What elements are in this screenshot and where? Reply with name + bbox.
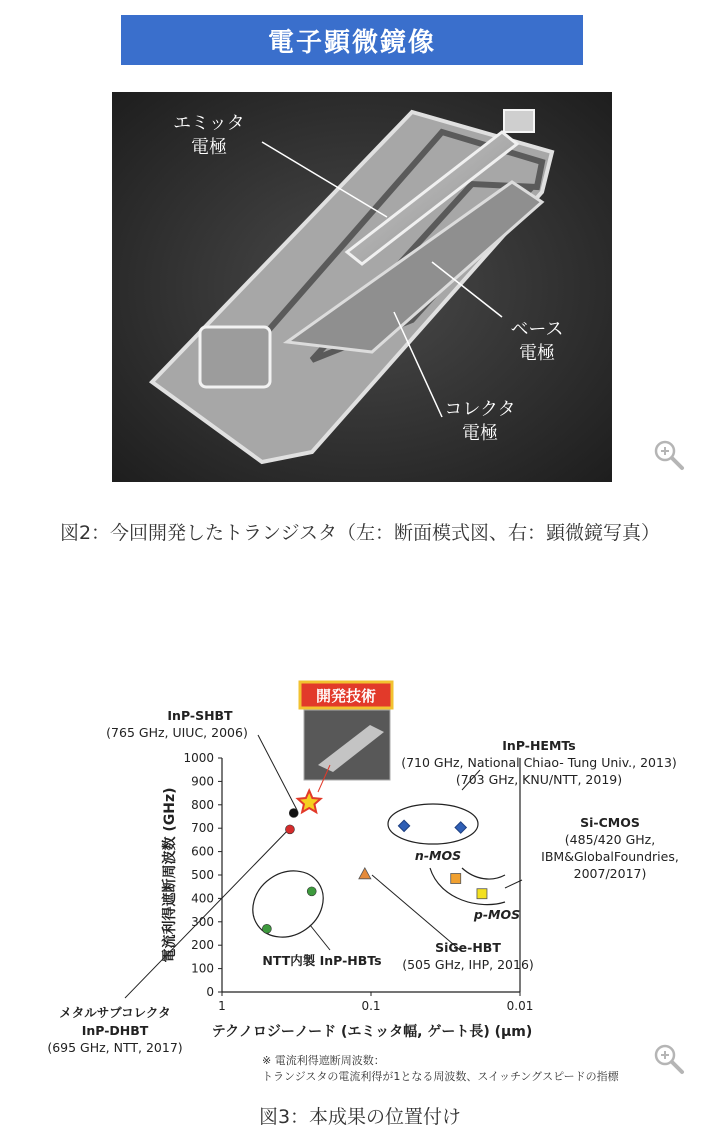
electron-microscope-image <box>112 92 612 482</box>
hemt-detail-2: (703 GHz, KNU/NTT, 2019) <box>455 772 623 787</box>
badge-label: 開発技術 <box>315 687 377 705</box>
x-tick-label: 1 <box>218 999 226 1013</box>
cmos-title: Si-CMOS <box>580 815 640 830</box>
data-point-sige-hbt <box>359 868 371 879</box>
shbt-detail: (765 GHz, UIUC, 2006) <box>106 725 248 740</box>
data-point-inp-shbt <box>289 808 298 817</box>
y-tick-label: 600 <box>191 844 214 859</box>
y-tick-label: 200 <box>191 938 214 953</box>
shbt-title: InP-SHBT <box>167 708 233 723</box>
cmos-detail-3: 2007/2017) <box>573 866 647 881</box>
collector-electrode-label: コレクタ 電極 <box>444 399 516 444</box>
data-point-ntt内製-inp-hbts <box>262 924 271 933</box>
y-tick-label: 300 <box>191 914 214 929</box>
y-tick-label: 0 <box>206 985 214 999</box>
pmos-label: p-MOS <box>473 907 521 922</box>
data-point-ntt内製-inp-hbts <box>307 887 316 896</box>
y-tick-label: 500 <box>191 868 214 882</box>
hbt-group-ellipse <box>240 857 336 950</box>
x-ticks <box>218 992 533 1013</box>
hbt-leader <box>310 925 330 950</box>
dhbt-title-2: InP-DHBT <box>81 1023 149 1038</box>
y-tick-label: 700 <box>191 821 214 836</box>
data-point-inp-hemts <box>455 822 466 833</box>
zoom-in-icon[interactable] <box>652 438 686 472</box>
ntt-hbt-label: NTT内製 InP-HBTs <box>262 953 382 968</box>
y-axis-title: 電流利得遮断周波数 (GHz) <box>162 787 178 963</box>
y-tick-label: 900 <box>191 774 214 789</box>
sige-leader <box>372 875 460 950</box>
positioning-chart <box>0 670 720 1070</box>
data-point-inp-hemts <box>398 820 409 831</box>
figure-banner: 電子顕微鏡像 <box>121 15 583 65</box>
nmos-label: n-MOS <box>414 848 462 863</box>
sige-detail: (505 GHz, IHP, 2016) <box>402 957 534 972</box>
cmos-detail-2: IBM&GlobalFoundries, <box>541 849 679 864</box>
dhbt-title-1: メタルサブコレクタ <box>59 1005 171 1020</box>
figure1-caption: 図2：今回開発したトランジスタ（左：断面模式図、右：顕微鏡写真） <box>59 522 661 544</box>
dhbt-detail: (695 GHz, NTT, 2017) <box>47 1040 183 1055</box>
emitter-electrode-label: エミッタ 電極 <box>173 113 245 158</box>
y-ticks <box>183 751 222 999</box>
hemt-detail-1: (710 GHz, National Chiao- Tung Univ., 2013) <box>401 755 677 770</box>
y-tick-label: 800 <box>191 797 214 812</box>
y-tick-label: 100 <box>191 961 214 976</box>
sige-title: SiGe-HBT <box>435 940 501 955</box>
pmos-bracket <box>462 868 505 879</box>
data-point-si-cmos-p-mos <box>477 889 487 899</box>
hemt-title: InP-HEMTs <box>502 738 576 753</box>
x-tick-label: 0.1 <box>361 999 381 1013</box>
y-tick-label: 400 <box>191 891 214 906</box>
cmos-detail-1: (485/420 GHz, <box>564 832 656 847</box>
data-point-メタルサブコレクタ-inp-dhbt <box>285 825 294 834</box>
base-electrode-label: ベース 電極 <box>510 319 564 364</box>
data-point-si-cmos-n-mos <box>451 874 461 884</box>
y-tick-label: 1000 <box>183 751 214 765</box>
nmos-bracket <box>430 868 505 905</box>
note-line-2: トランジスタの電流利得が1となる周波数、スイッチングスピードの指標 <box>262 1070 619 1083</box>
zoom-in-icon[interactable] <box>652 1042 686 1076</box>
shbt-leader <box>258 735 297 810</box>
figure2-caption: 図3：本成果の位置付け <box>258 1106 462 1128</box>
data-point-開発技術 <box>298 791 321 813</box>
x-axis-title: テクノロジーノード (エミッタ幅, ゲート長) (μm) <box>211 1024 533 1040</box>
note-line-1: ※ 電流利得遮断周波数： <box>262 1054 385 1067</box>
x-tick-label: 0.01 <box>506 999 534 1013</box>
